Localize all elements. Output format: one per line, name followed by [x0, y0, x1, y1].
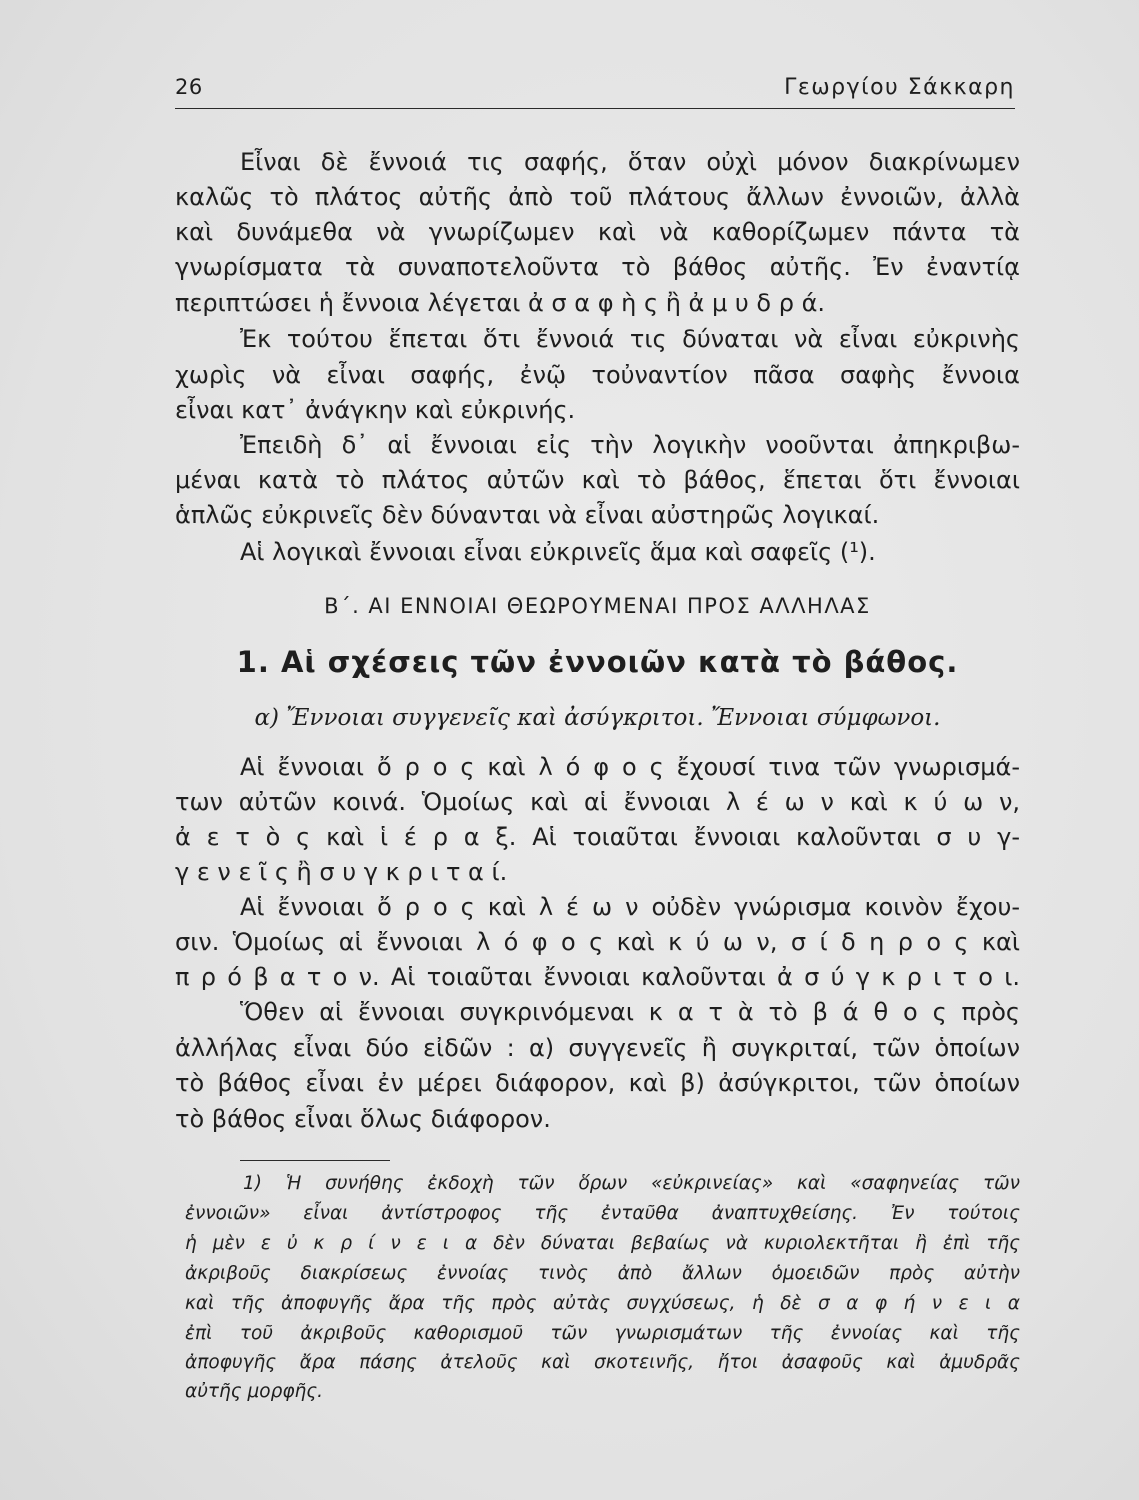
subsection-heading: 1. Αἱ σχέσεις τῶν ἐννοιῶν κατὰ τὸ βάθος.: [236, 645, 959, 679]
section-heading: Β΄. ΑΙ ΕΝΝΟΙΑΙ ΘΕΩΡΟΥΜΕΝΑΙ ΠΡΟΣ ΑΛΛΗΛΑΣ: [324, 594, 871, 618]
footnote-line: ἀκριβοῦς διακρίσεως ἐννοίας τινὸς ἀπὸ ἄλλων ὁμοειδῶν πρὸς αὐτὴν: [185, 1263, 1020, 1284]
body-line: καλῶς τὸ πλάτος αὐτῆς ἀπὸ τοῦ πλάτους ἄλλων ἐννοιῶν, ἀλλὰ: [175, 183, 1020, 211]
footnote-line: ἐπὶ τοῦ ἀκριβοῦς καθορισμοῦ τῶν γνωρισμάτων τῆς ἐννοίας καὶ τῆς: [185, 1323, 1020, 1344]
page-number: 26: [175, 75, 203, 99]
body-line: γνωρίσματα τὰ συναποτελοῦντα τὸ βάθος αὐτῆς. Ἐν ἐναντίᾳ: [175, 253, 1020, 281]
body-line: περιπτώσει ἡ ἔννοια λέγεται ἀ σ α φ ὴ ς ἢ ἀ μ υ δ ρ ά.: [175, 289, 826, 317]
body-line: σιν. Ὁμοίως αἱ ἔννοιαι λ ό φ ο ς καὶ κ ύ ω ν, σ ί δ η ρ ο ς καὶ: [175, 928, 1020, 956]
body-line: χωρὶς νὰ εἶναι σαφής, ἐνῷ τοὐναντίον πᾶσα σαφὴς ἔννοια: [175, 361, 1020, 389]
footnote-rule: [240, 1160, 390, 1161]
subheading-a: α) Ἔννοιαι συγγενεῖς καὶ ἀσύγκριτοι. Ἔννοιαι σύμφωνοι.: [254, 705, 941, 731]
footnote-line: 1) Ἡ συνήθης ἐκδοχὴ τῶν ὅρων «εὐκρινείας» καὶ «σαφηνείας τῶν: [243, 1173, 1020, 1194]
body-line: Ἐπειδὴ δ᾽ αἱ ἔννοιαι εἰς τὴν λογικὴν νοοῦνται ἀπηκριβω-: [240, 431, 1020, 459]
body-line: π ρ ό β α τ ο ν. Αἱ τοιαῦται ἔννοιαι καλοῦνται ἀ σ ύ γ κ ρ ι τ ο ι.: [175, 963, 1020, 991]
body-line: τὸ βάθος εἶναι ἐν μέρει διάφορον, καὶ β) ἀσύγκριτοι, τῶν ὁποίων: [175, 1069, 1020, 1097]
footnote-line: ἡ μὲν ε ὐ κ ρ ί ν ε ι α δὲν δύναται βεβαίως νὰ κυριολεκτῆται ἢ ἐπὶ τῆς: [185, 1233, 1020, 1254]
footnote-line: αὐτῆς μορφῆς.: [185, 1381, 324, 1402]
body-line: Αἱ ἔννοιαι ὄ ρ ο ς καὶ λ ό φ ο ς ἔχουσί τινα τῶν γνωρισμά-: [240, 753, 1020, 781]
body-line: ἁπλῶς εὐκρινεῖς δὲν δύνανται νὰ εἶναι αὐστηρῶς λογικαί.: [175, 501, 880, 529]
footnote-line: καὶ τῆς ἀποφυγῆς ἄρα τῆς πρὸς αὐτὰς συγχύσεως, ἡ δὲ σ α φ ή ν ε ι α: [185, 1293, 1020, 1314]
footnote-line: ἀποφυγῆς ἄρα πάσης ἀτελοῦς καὶ σκοτεινῆς, ἤτοι ἀσαφοῦς καὶ ἀμυδρᾶς: [185, 1352, 1020, 1373]
body-line: ἀ ε τ ὸ ς καὶ ἱ έ ρ α ξ. Αἱ τοιαῦται ἔννοιαι καλοῦνται σ υ γ-: [175, 823, 1020, 851]
body-line: τὸ βάθος εἶναι ὅλως διάφορον.: [175, 1105, 551, 1133]
page-header: [175, 75, 1015, 105]
body-line: γ ε ν ε ῖ ς ἢ σ υ γ κ ρ ι τ α ί.: [175, 858, 508, 886]
body-line: Ὅθεν αἱ ἔννοιαι συγκρινόμεναι κ α τ ὰ τὸ β ά θ ο ς πρὸς: [240, 998, 1020, 1026]
body-line: Αἱ λογικαὶ ἔννοιαι εἶναι εὐκρινεῖς ἅμα καὶ σαφεῖς (¹).: [240, 538, 876, 566]
running-title: Γεωργίου Σάκκαρη: [784, 75, 1015, 100]
body-line: Αἱ ἔννοιαι ὄ ρ ο ς καὶ λ έ ω ν οὐδὲν γνώρισμα κοινὸν ἔχου-: [240, 893, 1020, 921]
body-line: Ἐκ τούτου ἕπεται ὅτι ἔννοιά τις δύναται νὰ εἶναι εὐκρινὴς: [240, 325, 1020, 353]
body-line: καὶ δυνάμεθα νὰ γνωρίζωμεν καὶ νὰ καθορίζωμεν πάντα τὰ: [175, 218, 1020, 246]
body-line: Εἶναι δὲ ἔννοιά τις σαφής, ὅταν οὐχὶ μόνον διακρίνωμεν: [240, 148, 1020, 176]
body-line: ἀλλήλας εἶναι δύο εἰδῶν : α) συγγενεῖς ἢ συγκριταί, τῶν ὁποίων: [175, 1034, 1020, 1062]
header-rule: [175, 108, 1015, 109]
body-line: των αὐτῶν κοινά. Ὁμοίως καὶ αἱ ἔννοιαι λ έ ω ν καὶ κ ύ ω ν,: [175, 788, 1020, 816]
footnote-line: ἐννοιῶν» εἶναι ἀντίστροφος τῆς ἐνταῦθα ἀναπτυχθείσης. Ἐν τούτοις: [185, 1203, 1020, 1224]
body-line: μέναι κατὰ τὸ πλάτος αὐτῶν καὶ τὸ βάθος, ἕπεται ὅτι ἔννοιαι: [175, 466, 1020, 494]
body-line: εἶναι κατ᾽ ἀνάγκην καὶ εὐκρινής.: [175, 396, 576, 424]
